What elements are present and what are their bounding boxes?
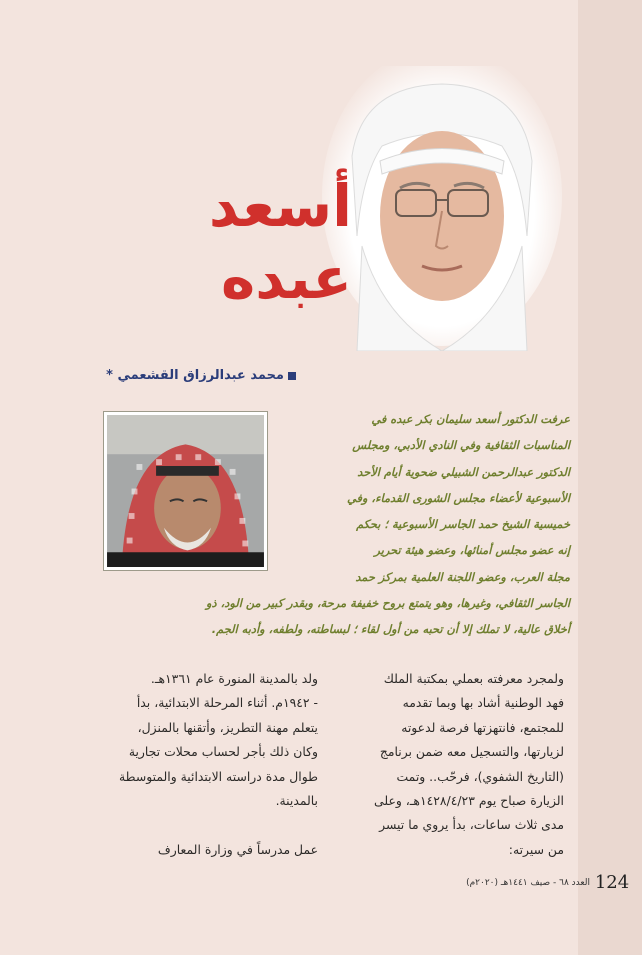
intro-paragraph-wide (103, 590, 570, 643)
body-line: عمل مدرساً في وزارة المعارف (157, 841, 318, 857)
body-column-right (328, 667, 564, 862)
page-side-tab (578, 0, 642, 955)
body-line: - ١٩٤٢م. أثناء المرحلة الابتدائية، بدأ (136, 695, 318, 711)
intro-line: عرفت الدكتور أسعد سليمان بكر عبده في (371, 412, 570, 426)
body-line: طوال مدة دراسته الابتدائية والمتوسطة (119, 768, 318, 784)
title-line-2: عبده (220, 244, 352, 312)
body-line: لزيارتها، والتسجيل معه ضمن برنامج (379, 744, 564, 760)
intro-line: أخلاق عالية، لا تملك إلا أن تحبه من أول لقاء ؛ لبساطته، ولطفه، وأدبه الجم. (211, 622, 570, 637)
body-line: الزيارة صباح يوم ١٤٢٨/٤/٢٣هـ، وعلى (374, 793, 564, 809)
author-byline (36, 368, 296, 383)
bullet-square-icon (288, 372, 296, 380)
author-name: محمد عبدالرزاق القشعمي * (106, 368, 284, 383)
body-line: فهد الوطنية أشاد بها وبما تقدمه (402, 695, 564, 711)
inset-photo-image (107, 415, 264, 567)
body-column-left (103, 667, 318, 862)
page-number: 124 (594, 872, 630, 893)
intro-line: المناسبات الثقافية وفي النادي الأدبي، ومجلس (352, 438, 570, 453)
body-line: يتعلم مهنة التطريز، وأتقنها بالمنزل، (137, 719, 318, 735)
article-title (112, 170, 352, 314)
body-line: ولد بالمدينة المنورة عام ١٣٦١هـ. (150, 671, 318, 686)
body-line: (التاريخ الشفوي)، فرحّب.. وتمت (396, 768, 564, 784)
inset-photo (103, 411, 268, 571)
intro-paragraph-narrow (272, 406, 570, 590)
body-line: بالمدينة. (275, 793, 318, 809)
intro-line: إنه عضو مجلس أمنائها، وعضو هيئة تحرير (374, 543, 570, 558)
intro-line: الجاسر الثقافي، وغيرها، وهو يتمتع بروح خفيفة مرحة، وبقدر كبير من الود، ذو (206, 596, 570, 610)
intro-line: الدكتور عبدالرحمن الشبيلي ضحوية أيام الأحد (357, 464, 570, 479)
body-line: وكان ذلك بأجر لحساب محلات تجارية (128, 744, 318, 760)
title-line-1: أسعد (208, 172, 352, 240)
body-line: مدى ثلاث ساعات، بدأ يروي ما تيسر (379, 817, 564, 833)
intro-line: خميسية الشيخ حمد الجاسر الأسبوعية ؛ بحكم (356, 517, 570, 532)
issue-footer: العدد ٦٨ - صيف ١٤٤١هـ (٢٠٢٠م) (466, 878, 590, 888)
intro-line: الأسبوعية لأعضاء مجلس الشورى القدماء، وفي (347, 490, 570, 505)
body-line: ولمجرد معرفته بعملي بمكتبة الملك (383, 671, 564, 686)
body-line: للمجتمع، فانتهزتها فرصة لدعوته (401, 719, 564, 735)
portrait-photo (322, 66, 562, 351)
body-line: من سيرته: (508, 841, 564, 857)
intro-line: مجلة العرب، وعضو اللجنة العلمية بمركز حمد (355, 569, 570, 584)
body-line (103, 813, 318, 837)
